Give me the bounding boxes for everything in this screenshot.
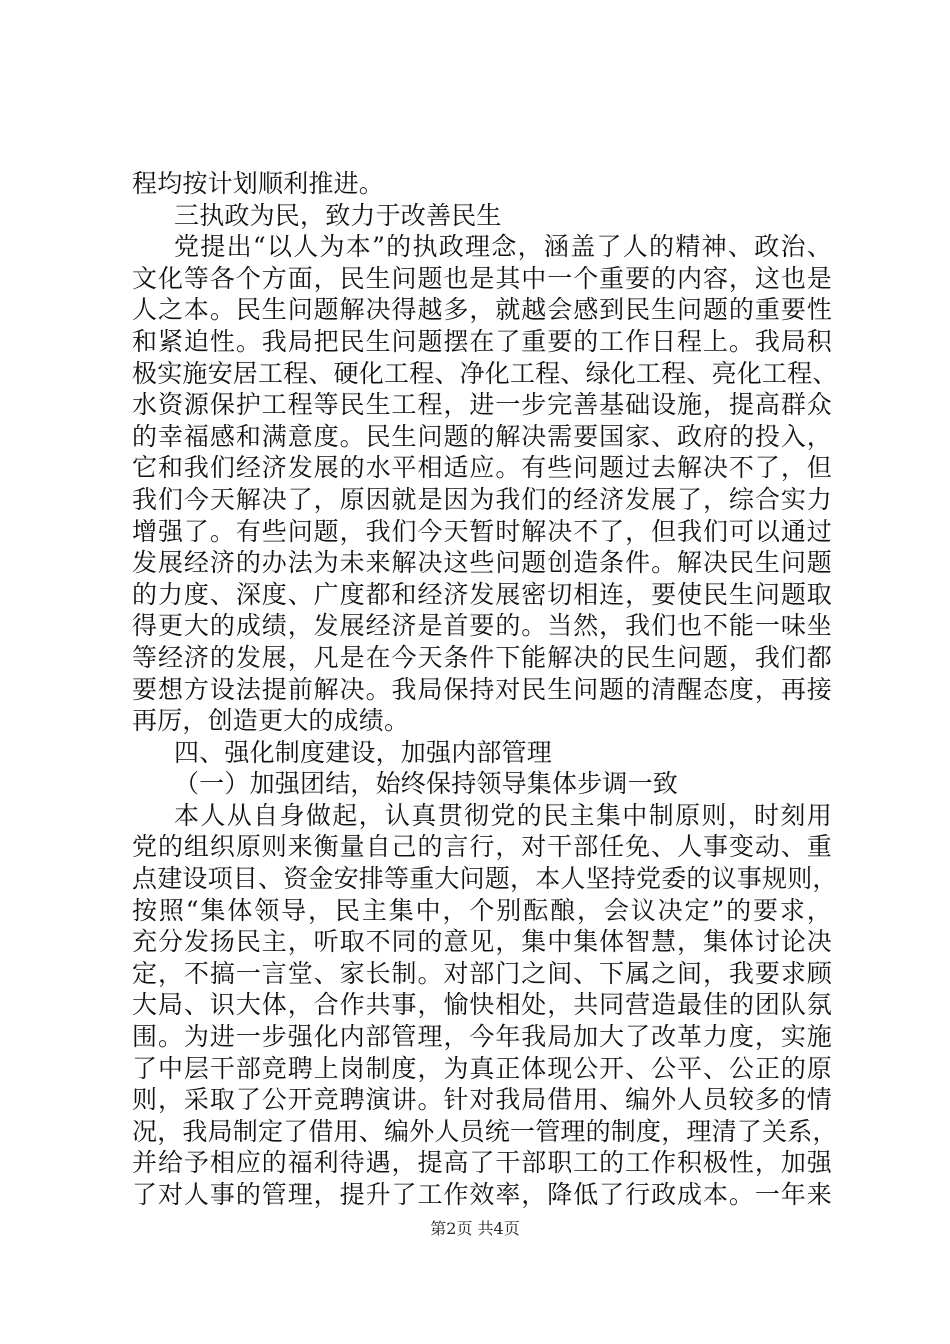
section-heading: 三执政为民，致力于改善民生 (174, 200, 502, 230)
text-line: 点建设项目、资金安排等重大问题，本人坚持党委的议事规则， (132, 864, 838, 894)
text-line: 党提出“以人为本”的执政理念，涵盖了人的精神、政治、 (174, 232, 832, 262)
text-line: 的力度、深度、广度都和经济发展密切相连，要使民生问题取 (132, 579, 832, 609)
text-line: 了对人事的管理，提升了工作效率，降低了行政成本。一年来 (132, 1180, 832, 1209)
text-line: 况，我局制定了借用、编外人员统一管理的制度，理清了关系， (132, 1116, 838, 1146)
text-line: 定，不搞一言堂、家长制。对部门之间、下属之间，我要求顾 (132, 958, 832, 988)
text-line: 大局、识大体，合作共事，愉快相处，共同营造最佳的团队氛 (132, 990, 832, 1020)
text-line: 按照“集体领导，民主集中，个别酝酿，会议决定”的要求， (132, 895, 832, 925)
text-line: 围。为进一步强化内部管理，今年我局加大了改革力度，实施 (132, 1022, 832, 1052)
text-line: 增强了。有些问题，我们今天暂时解决不了，但我们可以通过 (132, 516, 832, 546)
subsection-heading: （一）加强团结，始终保持领导集体步调一致 (174, 769, 679, 799)
text-line: 它和我们经济发展的水平相适应。有些问题过去解决不了，但 (132, 453, 832, 483)
text-line: 程均按计划顺利推进。 (132, 169, 385, 198)
text-line: 文化等各个方面，民生问题也是其中一个重要的内容，这也是 (132, 263, 832, 293)
section-heading: 四、强化制度建设，加强内部管理 (174, 737, 553, 767)
page-number: 第2页 共4页 (430, 1219, 520, 1238)
document-body (132, 168, 838, 1211)
text-line: 得更大的成绩，发展经济是首要的。当然，我们也不能一味坐 (132, 611, 832, 641)
text-line: 人之本。民生问题解决得越多，就越会感到民生问题的重要性 (132, 295, 832, 325)
text-line: 了中层干部竞聘上岗制度，为真正体现公开、公平、公正的原 (132, 1053, 832, 1083)
text-line: 的幸福感和满意度。民生问题的解决需要国家、政府的投入， (132, 421, 832, 451)
text-line: 发展经济的办法为未来解决这些问题创造条件。解决民生问题 (132, 548, 832, 578)
text-line: 和紧迫性。我局把民生问题摆在了重要的工作日程上。我局积 (132, 326, 832, 356)
text-line: 水资源保护工程等民生工程，进一步完善基础设施，提高群众 (132, 390, 832, 420)
text-line: 并给予相应的福利待遇，提高了干部职工的工作积极性，加强 (132, 1148, 832, 1178)
page-footer (0, 1216, 950, 1239)
text-line: 本人从自身做起，认真贯彻党的民主集中制原则，时刻用 (174, 800, 832, 830)
text-line: 我们今天解决了，原因就是因为我们的经济发展了，综合实力 (132, 484, 832, 514)
text-line: 极实施安居工程、硬化工程、净化工程、绿化工程、亮化工程、 (132, 358, 838, 388)
text-line: 则，采取了公开竞聘演讲。针对我局借用、编外人员较多的情 (132, 1085, 832, 1115)
text-line: 要想方设法提前解决。我局保持对民生问题的清醒态度，再接 (132, 674, 832, 704)
text-line: 党的组织原则来衡量自己的言行，对干部任免、人事变动、重 (132, 832, 832, 862)
text-line: 再厉，创造更大的成绩。 (132, 706, 410, 736)
text-line: 充分发扬民主，听取不同的意见，集中集体智慧，集体讨论决 (132, 927, 832, 957)
text-line: 等经济的发展，凡是在今天条件下能解决的民生问题，我们都 (132, 642, 832, 672)
